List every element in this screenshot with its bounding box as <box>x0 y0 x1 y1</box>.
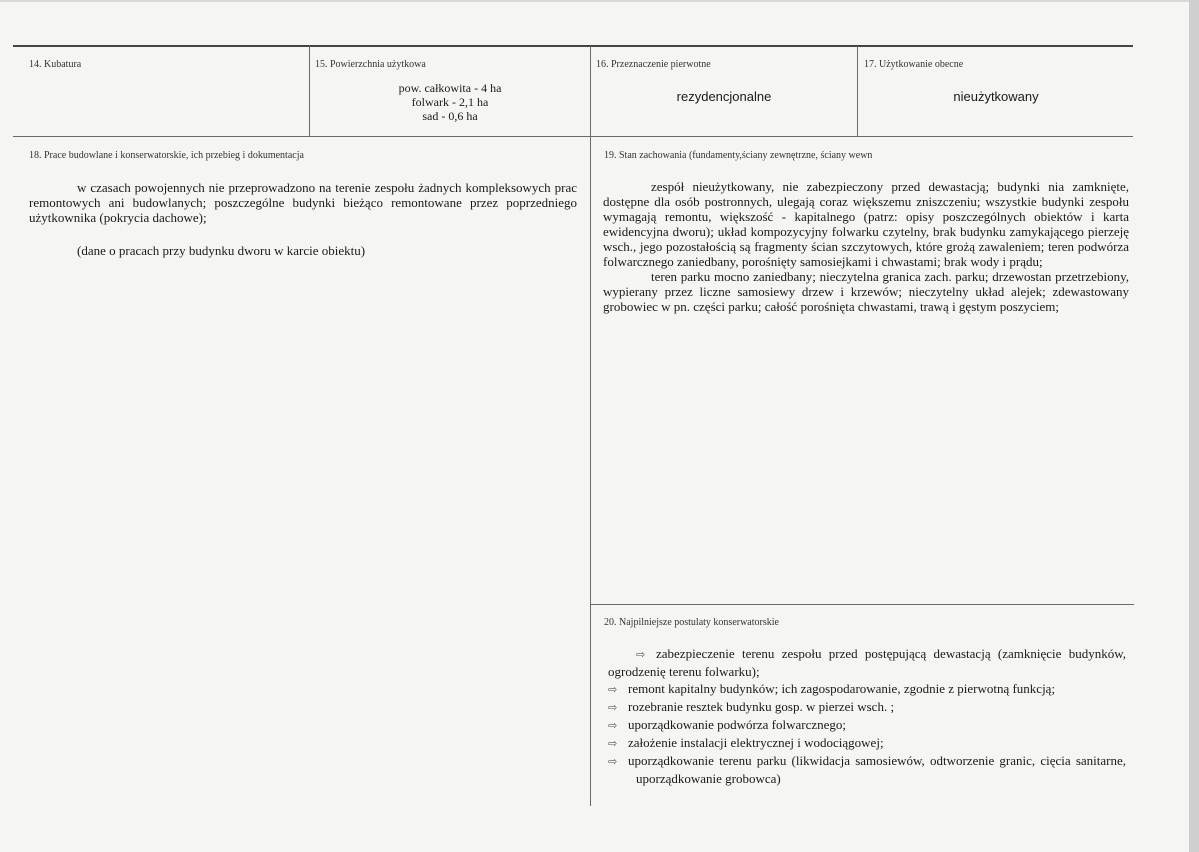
field-17-label: 17. Użytkowanie obecne <box>864 59 964 70</box>
field-19-paragraph-2: teren parku mocno zaniedbany; nieczytelna granica zach. parku; drzewostan przetrzebiony, wypierany przez liczne samosiewy drzew i krzewów; nieczytelny układ alejek; zdewastowany grobowiec w pn. części parku; całość porośnięta chwastami, trawą i gęstym poszyciem; <box>603 269 1129 314</box>
postulate-item: ⇨ zabezpieczenie terenu zespołu przed postępującą dewastacją (zamknięcie budynków, ogrodzenię terenu folwarku); <box>608 646 1126 679</box>
scan-edge-right <box>1189 0 1199 852</box>
field-16-value: rezydencjonalne <box>676 89 772 104</box>
total-area: pow. całkowita - 4 ha <box>398 81 502 95</box>
field-19-paragraph-1: zespół nieużytkowany, nie zabezpieczony przed dewastacją; budynki nia zamknięte, dostępne dla osób postronnych, ulegają coraz większemu zniszczeniu; wszystkie budynki zespołu wymagają remontu, większość - kapitalnego (patrz: opisy poszczególnych obiektów i karta ewidencyjna dworu); układ kompozycyjny folwarku czytelny, brak budynku zamykającego pierzeję wsch., jego pozostałością są fragmenty ścian szczytowych, które grożą zawaleniem; teren podwórza folwarcznego zaniedbany, porośnięty samosiejkami i chwastami; brak wody i prądu; <box>603 179 1129 269</box>
field-20-label: 20. Najpilniejsze postulaty konserwatorskie <box>604 617 779 628</box>
field-16-label: 16. Przeznaczenie pierwotne <box>596 59 711 70</box>
field-19-label: 19. Stan zachowania (fundamenty,ściany zewnętrzne, ściany wewn <box>604 150 873 161</box>
field-14-label: 14. Kubatura <box>29 59 82 70</box>
postulate-item: ⇨ remont kapitalny budynków; ich zagospodarowanie, zgodnie z pierwotną funkcją; <box>608 681 1056 696</box>
field-19-text <box>603 179 1129 314</box>
field-17-value: nieużytkowany <box>953 89 1039 104</box>
field-18-paragraph-1: w czasach powojennych nie przeprowadzono na terenie zespołu żadnych kompleksowych prac remontowych ani budowlanych; poszczególne budynki bieżąco remontowane przez poprzedniego użytkownika (pokrycia dachowe); <box>29 180 577 225</box>
field-18-text <box>29 180 577 258</box>
top-border <box>13 45 1133 47</box>
field-15-label: 15. Powierzchnia użytkowa <box>315 59 426 70</box>
row1-bottom-border <box>13 136 1133 137</box>
postulate-item: ⇨ rozebranie resztek budynku gosp. w pierzei wsch. ; <box>608 699 895 714</box>
orchard-area: sad - 0,6 ha <box>422 109 478 123</box>
scan-edge-top <box>0 0 1199 2</box>
row3-top-border <box>591 604 1134 605</box>
center-divider <box>590 46 591 806</box>
right-arrow-outline-icon: ⇨ <box>608 701 618 714</box>
postulate-item: ⇨ założenie instalacji elektrycznej i wodociągowej; <box>608 735 884 750</box>
field-15-value <box>310 81 590 123</box>
right-arrow-outline-icon: ⇨ <box>608 683 618 696</box>
field-18-paragraph-2: (dane o pracach przy budynku dworu w karcie obiektu) <box>77 243 366 258</box>
field-20-list <box>608 645 1126 787</box>
field-18-label: 18. Prace budowlane i konserwatorskie, ich przebieg i dokumentacja <box>29 150 304 161</box>
right-arrow-outline-icon: ⇨ <box>608 719 618 732</box>
right-arrow-outline-icon: ⇨ <box>636 648 646 661</box>
folwark-area: folwark - 2,1 ha <box>411 95 489 109</box>
right-arrow-outline-icon: ⇨ <box>608 755 618 768</box>
right-arrow-outline-icon: ⇨ <box>608 737 618 750</box>
postulate-item: ⇨ uporządkowanie terenu parku (likwidacja samosiewów, odtworzenie granic, cięcia sanitarne, uporządkowanie grobowca) <box>608 753 1126 786</box>
postulate-item: ⇨ uporządkowanie podwórza folwarcznego; <box>608 717 847 732</box>
